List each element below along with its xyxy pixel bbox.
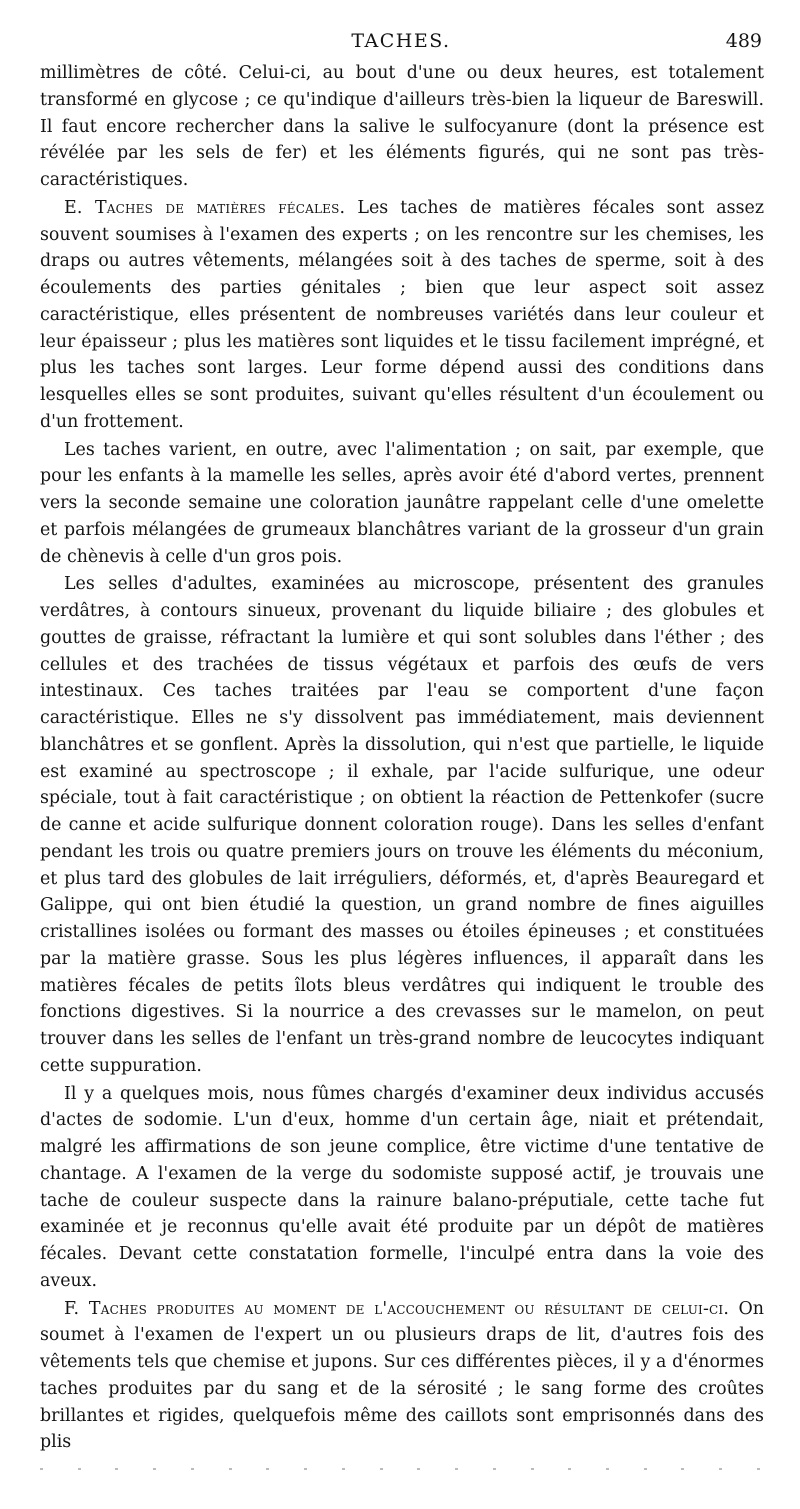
section-heading-e: E. Taches de matières fécales. bbox=[64, 197, 346, 218]
scan-speckle-row bbox=[40, 1468, 760, 1472]
paragraph-section-e bbox=[40, 195, 764, 436]
paragraph-adultes bbox=[40, 571, 764, 1079]
paragraph-text: Il y a quelques mois, nous fûmes chargés d'examiner deux individus accusés d'actes de sodomie. L'un d'eux, homme d'un certain âge, niait et prétendait, malgré les affirmations de son jeune complice, être victime d'une tentative de chantage. A l'examen de la verge du sodomiste supposé actif, je trouvais une tache de couleur suspecte dans la rainure balano-préputiale, cette tache fut examinée et je reconnus qu'elle avait été produite par un dépôt de matières fécales. Devant cette constatation formelle, l'inculpé entra dans la voie des aveux. bbox=[40, 1083, 764, 1291]
paragraph-sodomie bbox=[40, 1081, 764, 1295]
paragraph-continuation bbox=[40, 60, 764, 194]
paragraph-text: Les taches varient, en outre, avec l'alimentation ; on sait, par exemple, que pour les enfants à la mamelle les selles, après avoir été d'abord vertes, prennent vers la seconde semaine une coloration jaunâtre rappelant celle d'une omelette et parfois mélangées de grumeaux blanchâtres variant de la grosseur d'un grain de chènevis à celle d'un gros pois. bbox=[40, 439, 764, 567]
paragraph-text: On soumet à l'examen de l'expert un ou plusieurs draps de lit, d'autres fois des vêtements tels que chemise et jupons. Sur ces différentes pièces, il y a d'énormes taches produites par du sang et de la sérosité ; le sang forme des croûtes brillantes et rigides, quelquefois même des caillots sont emprisonnés dans des plis bbox=[40, 1298, 764, 1453]
paragraph-text: Les taches de matières fécales sont assez souvent soumises à l'examen des experts ; on les rencontre sur les chemises, les draps ou autres vêtements, mélangées soit à des taches de sperme, soit à des écoulements des parties génitales ; bien que leur aspect soit assez caractéristique, elles présentent de nombreuses variétés dans leur couleur et leur épaisseur ; plus les matières sont liquides et le tissu facilement imprégné, et plus les taches sont larges. Leur forme dépend aussi des conditions dans lesquelles elles se sont produites, suivant qu'elles résultent d'un écoulement ou d'un frottement. bbox=[40, 197, 764, 432]
paragraph-alimentation bbox=[40, 437, 764, 571]
running-title: TACHES. bbox=[351, 30, 451, 52]
paragraph-text: Les selles d'adultes, examinées au microscope, présentent des granules verdâtres, à contours sinueux, provenant du liquide biliaire ; des globules et gouttes de graisse, réfractant la lumière et qui sont solubles dans l'éther ; des cellules et des trachées de tissus végétaux et parfois des œufs de vers intestinaux. Ces taches traitées par l'eau se comportent d'une façon caractéristique. Elles ne s'y dissolvent pas immédiatement, mais deviennent blanchâtres et se gonflent. Après la dissolution, qui n'est que partielle, le liquide est examiné au spectroscope ; il exhale, par l'acide sulfurique, une odeur spéciale, tout à fait caractéristique ; on obtient la réaction de Pettenkofer (sucre de canne et acide sulfurique donnent coloration rouge). Dans les selles d'enfant pendant les trois ou quatre premiers jours on trouve les éléments du méconium, et plus tard des globules de lait irréguliers, déformés, et, d'après Beauregard et Galippe, qui ont bien étudié la question, un grand nombre de fines aiguilles cristallines isolées ou formant des masses ou étoiles épineuses ; et constituées par la matière grasse. Sous les plus légères influences, il apparaît dans les matières fécales de petits îlots bleus verdâtres qui indiquent le trouble des fonctions digestives. Si la nourrice a des crevasses sur le mamelon, on peut trouver dans les selles de l'enfant un très-grand nombre de leucocytes indiquant cette suppuration. bbox=[40, 574, 764, 1076]
section-heading-f: F. Taches produites au moment de l'accouchement ou résultant de celui-ci. bbox=[64, 1298, 730, 1319]
running-head bbox=[40, 30, 762, 58]
body-text bbox=[40, 60, 764, 1456]
paragraph-section-f bbox=[40, 1296, 764, 1457]
paragraph-text: millimètres de côté. Celui-ci, au bout d'une ou deux heures, est totalement transformé en glycose ; ce qu'indique d'ailleurs très-bien la liqueur de Bareswill. Il faut encore rechercher dans la salive le sulfocyanure (dont la présence est révélée par les sels de fer) et les éléments figurés, qui ne sont pas très-caractéristiques. bbox=[40, 63, 764, 190]
page-number: 489 bbox=[725, 30, 762, 52]
